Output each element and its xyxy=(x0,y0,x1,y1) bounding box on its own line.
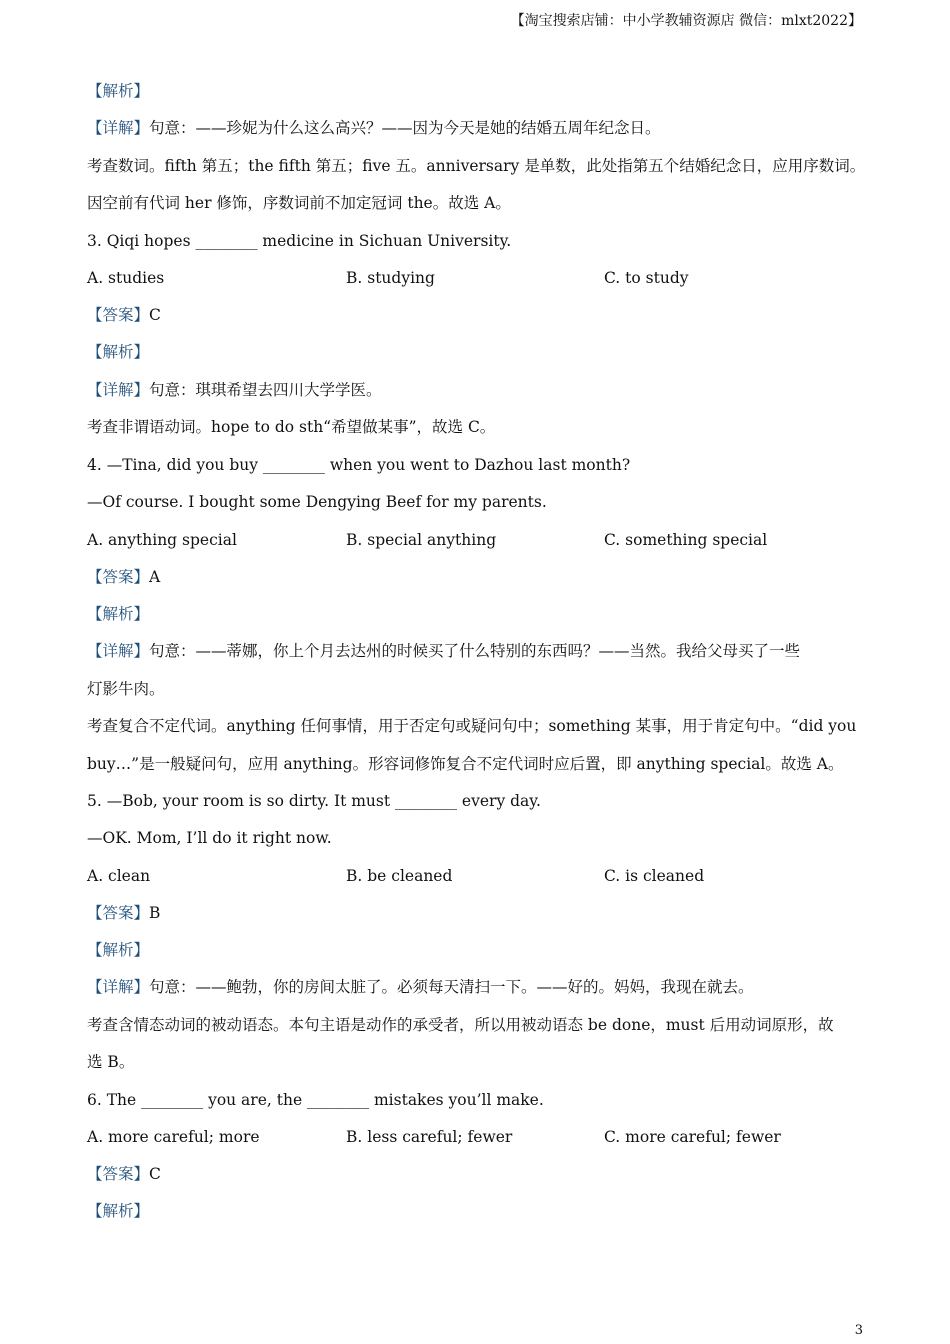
option-c: C. is cleaned xyxy=(604,867,705,885)
analysis-label: 【解析】 xyxy=(87,1202,150,1220)
option-b: B. be cleaned xyxy=(346,867,453,885)
detail-label: 【详解】 xyxy=(87,642,150,660)
option-a: A. anything special xyxy=(87,531,237,549)
detail-line xyxy=(87,118,661,138)
option-c: C. to study xyxy=(604,269,689,287)
explanation-line: 考查数词。fifth 第五；the fifth 第五；five 五。anniversary 是单数，此处指第五个结婚纪念日，应用序数词。 xyxy=(87,157,866,175)
answer-line xyxy=(87,305,161,325)
question-stem: 6. The ________ you are, the ________ mistakes you’ll make. xyxy=(87,1091,544,1109)
answer-label: 【答案】 xyxy=(87,306,150,324)
detail-line xyxy=(87,641,800,661)
analysis-label: 【解析】 xyxy=(87,343,150,361)
answer-label: 【答案】 xyxy=(87,904,150,922)
analysis-label: 【解析】 xyxy=(87,605,150,623)
explanation-line: buy…”是一般疑问句，应用 anything。形容词修饰复合不定代词时应后置，即 anything special。故选 A。 xyxy=(87,755,844,773)
page-header: 【淘宝搜索店铺：中小学教辅资源店 微信：mlxt2022】 xyxy=(510,13,862,29)
explanation-line: 考查含情态动词的被动语态。本句主语是动作的承受者，所以用被动语态 be done，must 后用动词原形，故 xyxy=(87,1016,834,1034)
detail-line xyxy=(87,977,754,997)
question-stem: 5. —Bob, your room is so dirty. It must ________ every day. xyxy=(87,792,541,810)
question-reply: —OK. Mom, I’ll do it right now. xyxy=(87,829,332,847)
question-stem: 3. Qiqi hopes ________ medicine in Sichuan University. xyxy=(87,232,512,250)
page-number: 3 xyxy=(854,1323,863,1338)
option-c: C. something special xyxy=(604,531,768,549)
option-a: A. studies xyxy=(87,269,165,287)
answer-value: C xyxy=(149,306,161,324)
detail-label: 【详解】 xyxy=(87,381,150,399)
detail-text: 句意：——鲍勃，你的房间太脏了。必须每天清扫一下。——好的。妈妈，我现在就去。 xyxy=(149,978,754,996)
detail-text: 句意：——蒂娜，你上个月去达州的时候买了什么特别的东西吗？——当然。我给父母买了一些 xyxy=(149,642,801,660)
detail-label: 【详解】 xyxy=(87,119,150,137)
explanation-line: 因空前有代词 her 修饰，序数词前不加定冠词 the。故选 A。 xyxy=(87,194,511,212)
option-a: A. more careful; more xyxy=(87,1128,260,1146)
detail-line: 灯影牛肉。 xyxy=(87,680,165,698)
question-reply: —Of course. I bought some Dengying Beef for my parents. xyxy=(87,493,547,511)
answer-line xyxy=(87,903,160,923)
detail-text: 句意：琪琪希望去四川大学学医。 xyxy=(149,381,382,399)
detail-text: 句意：——珍妮为什么这么高兴？——因为今天是她的结婚五周年纪念日。 xyxy=(149,119,661,137)
answer-line xyxy=(87,1164,161,1184)
analysis-label: 【解析】 xyxy=(87,941,150,959)
detail-line xyxy=(87,380,382,400)
explanation-line: 考查非谓语动词。hope to do sth“希望做某事”，故选 C。 xyxy=(87,418,496,436)
option-b: B. studying xyxy=(346,269,435,287)
explanation-line: 选 B。 xyxy=(87,1053,135,1071)
answer-label: 【答案】 xyxy=(87,1165,150,1183)
option-c: C. more careful; fewer xyxy=(604,1128,781,1146)
answer-value: C xyxy=(149,1165,161,1183)
answer-label: 【答案】 xyxy=(87,568,150,586)
answer-line xyxy=(87,567,160,587)
explanation-line: 考查复合不定代词。anything 任何事情，用于否定句或疑问句中；something 某事，用于肯定句中。“did you xyxy=(87,717,857,735)
option-b: B. less careful; fewer xyxy=(346,1128,513,1146)
question-stem: 4. —Tina, did you buy ________ when you went to Dazhou last month? xyxy=(87,456,631,474)
detail-label: 【详解】 xyxy=(87,978,150,996)
option-b: B. special anything xyxy=(346,531,497,549)
answer-value: B xyxy=(149,904,161,922)
answer-value: A xyxy=(149,568,161,586)
option-a: A. clean xyxy=(87,867,151,885)
analysis-label: 【解析】 xyxy=(87,82,150,100)
